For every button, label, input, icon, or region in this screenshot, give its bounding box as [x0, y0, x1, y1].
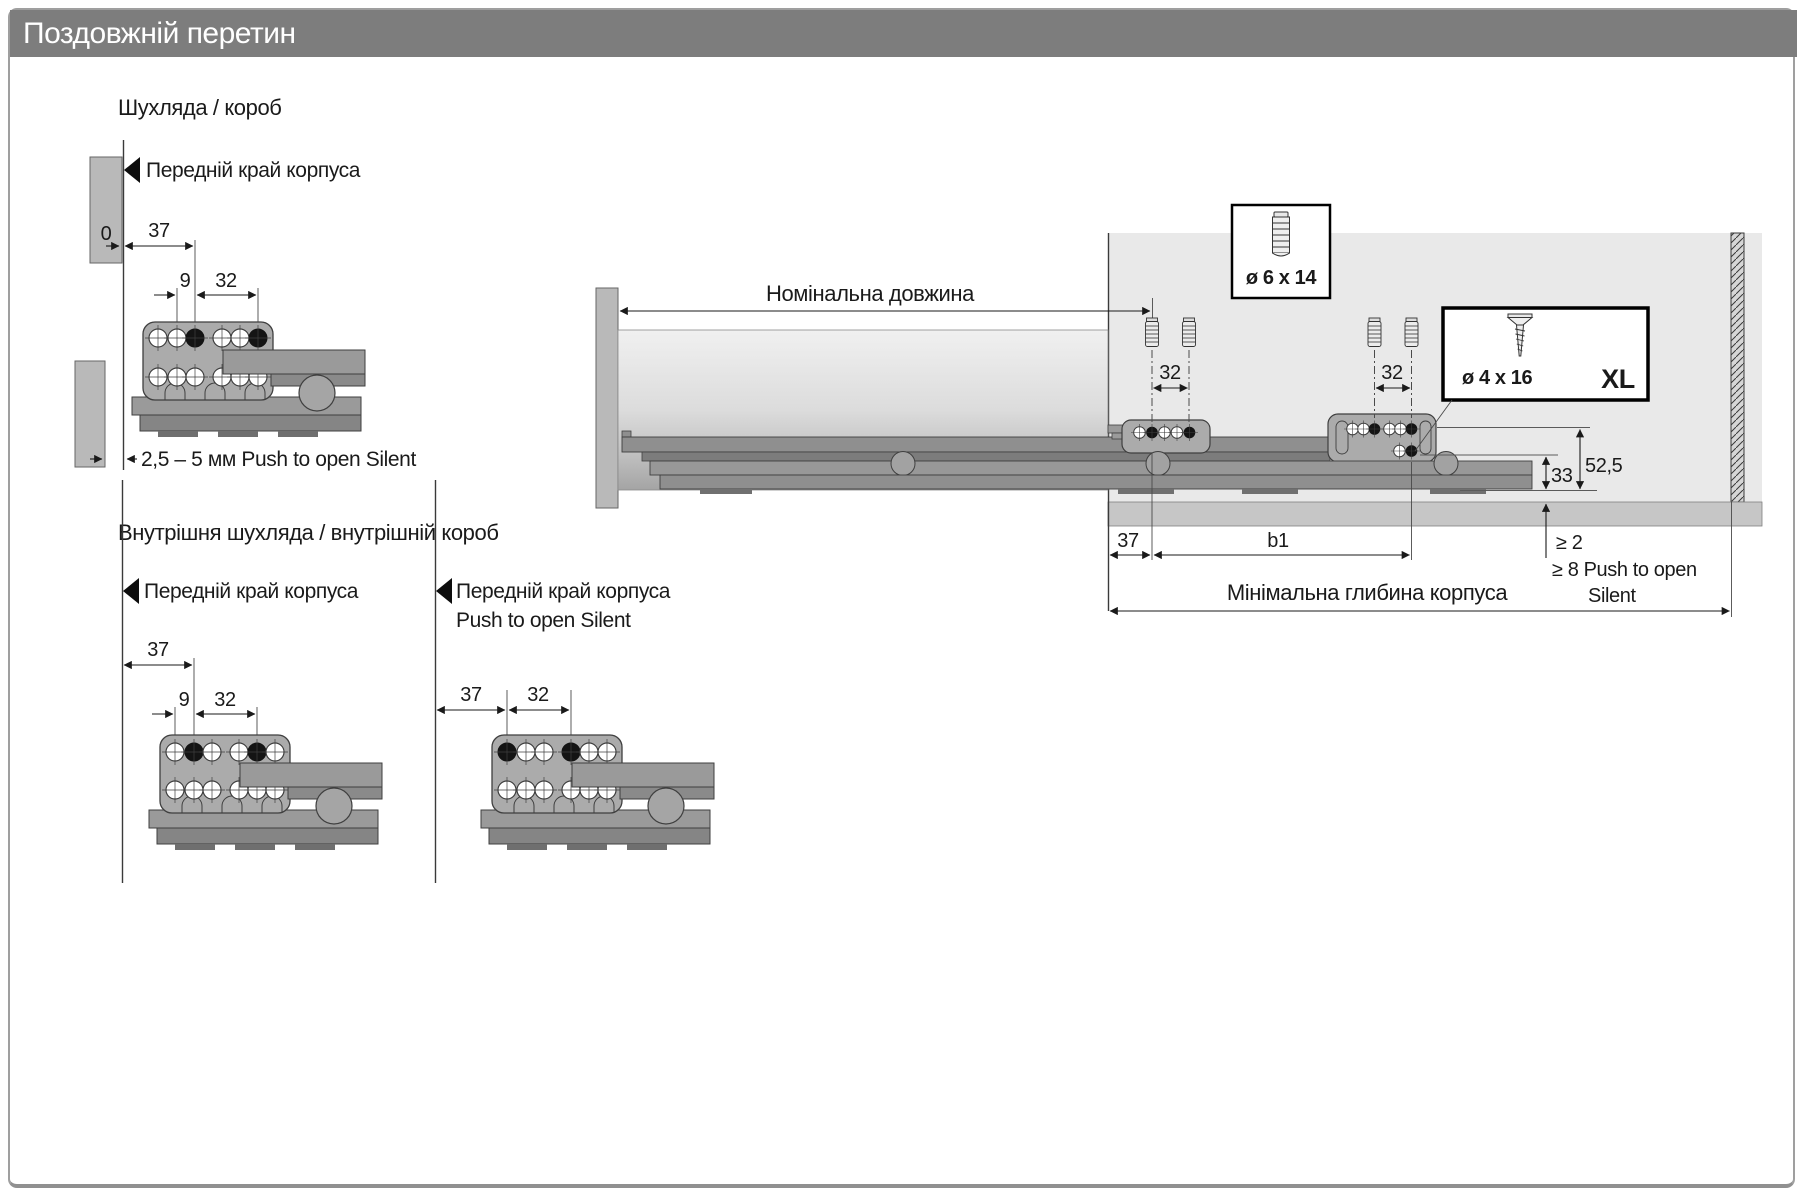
cabinet-rail: [650, 461, 1532, 475]
cabinet-bottom-panel: [1108, 502, 1762, 526]
drawer-front-panel: [596, 288, 618, 508]
cabinet-back-wall-hatch: [1731, 233, 1744, 502]
clearance-min-label: ≥ 2: [1556, 532, 1583, 554]
rail-foot: [1242, 489, 1298, 494]
cabinet-side-panel: [90, 157, 122, 263]
rail-foot: [1118, 489, 1174, 494]
rail-foot: [700, 489, 752, 494]
rail-roller: [1146, 452, 1170, 476]
front-edge-label: Передній край корпуса: [144, 580, 359, 603]
screw-icon: [1183, 318, 1196, 347]
screw-size-label: ø 4 x 16: [1462, 367, 1533, 389]
dim-32-label: 32: [215, 270, 237, 292]
dim-32-label: 32: [527, 684, 549, 706]
section-title-bar: [10, 10, 1797, 57]
dim-32-label: 32: [214, 689, 236, 711]
screw-icon: [1368, 318, 1381, 347]
dim-37-label: 37: [460, 684, 482, 706]
drawer-rail: [622, 437, 1340, 452]
front-edge-marker-icon: [124, 157, 140, 183]
dim-9-label: 9: [179, 270, 191, 292]
drawer-front-panel: [75, 361, 105, 467]
page-title: Поздовжній перетин: [23, 16, 296, 50]
front-edge-label: Передній край корпуса: [146, 159, 361, 182]
dim-32-rear-label: 32: [1381, 362, 1403, 384]
clearance-push-label: ≥ 8 Push to open: [1552, 559, 1697, 581]
dim-32-front-label: 32: [1159, 362, 1181, 384]
screw-size-label: ø 6 x 14: [1245, 267, 1317, 289]
bottom-rail: [660, 475, 1532, 489]
front-edge-marker-icon: [123, 578, 139, 604]
nominal-length-label: Номінальна довжина: [765, 281, 975, 306]
gap-note: 2,5 – 5 мм Push to open Silent: [141, 448, 416, 471]
dim-37-label: 37: [1117, 530, 1139, 552]
dim-b1-label: b1: [1267, 530, 1289, 552]
front-edge-label: Передній край корпуса: [456, 580, 671, 603]
zero-position-label: 0: [100, 223, 112, 245]
screw-box-small: [1232, 205, 1330, 298]
xl-badge: XL: [1601, 364, 1635, 394]
diagram-side-view: [596, 205, 1762, 617]
middle-rail: [642, 452, 1330, 461]
inner-drawer-heading: Внутрішня шухляда / внутрішній короб: [118, 520, 499, 545]
pan-head-screw-icon: [1273, 212, 1290, 256]
dim-9-label: 9: [178, 689, 190, 711]
dim-37-label: 37: [148, 220, 170, 242]
front-edge-label-line2: Push to open Silent: [456, 609, 631, 632]
diagram-drawer-box: [75, 95, 416, 471]
drawer-heading: Шухляда / короб: [118, 95, 282, 120]
clearance-push-label-line2: Silent: [1588, 585, 1636, 607]
rail-hook: [622, 431, 631, 437]
dim-33-label: 33: [1551, 465, 1573, 487]
dim-52-5-label: 52,5: [1585, 455, 1623, 477]
dim-37-label: 37: [147, 639, 169, 661]
front-edge-marker-icon: [436, 578, 452, 604]
rail-foot: [1430, 489, 1486, 494]
screw-icon: [1405, 318, 1418, 347]
min-depth-label: Мінімальна глибина корпуса: [1226, 580, 1508, 605]
screw-icon: [1146, 318, 1159, 347]
rail-roller: [891, 452, 915, 476]
